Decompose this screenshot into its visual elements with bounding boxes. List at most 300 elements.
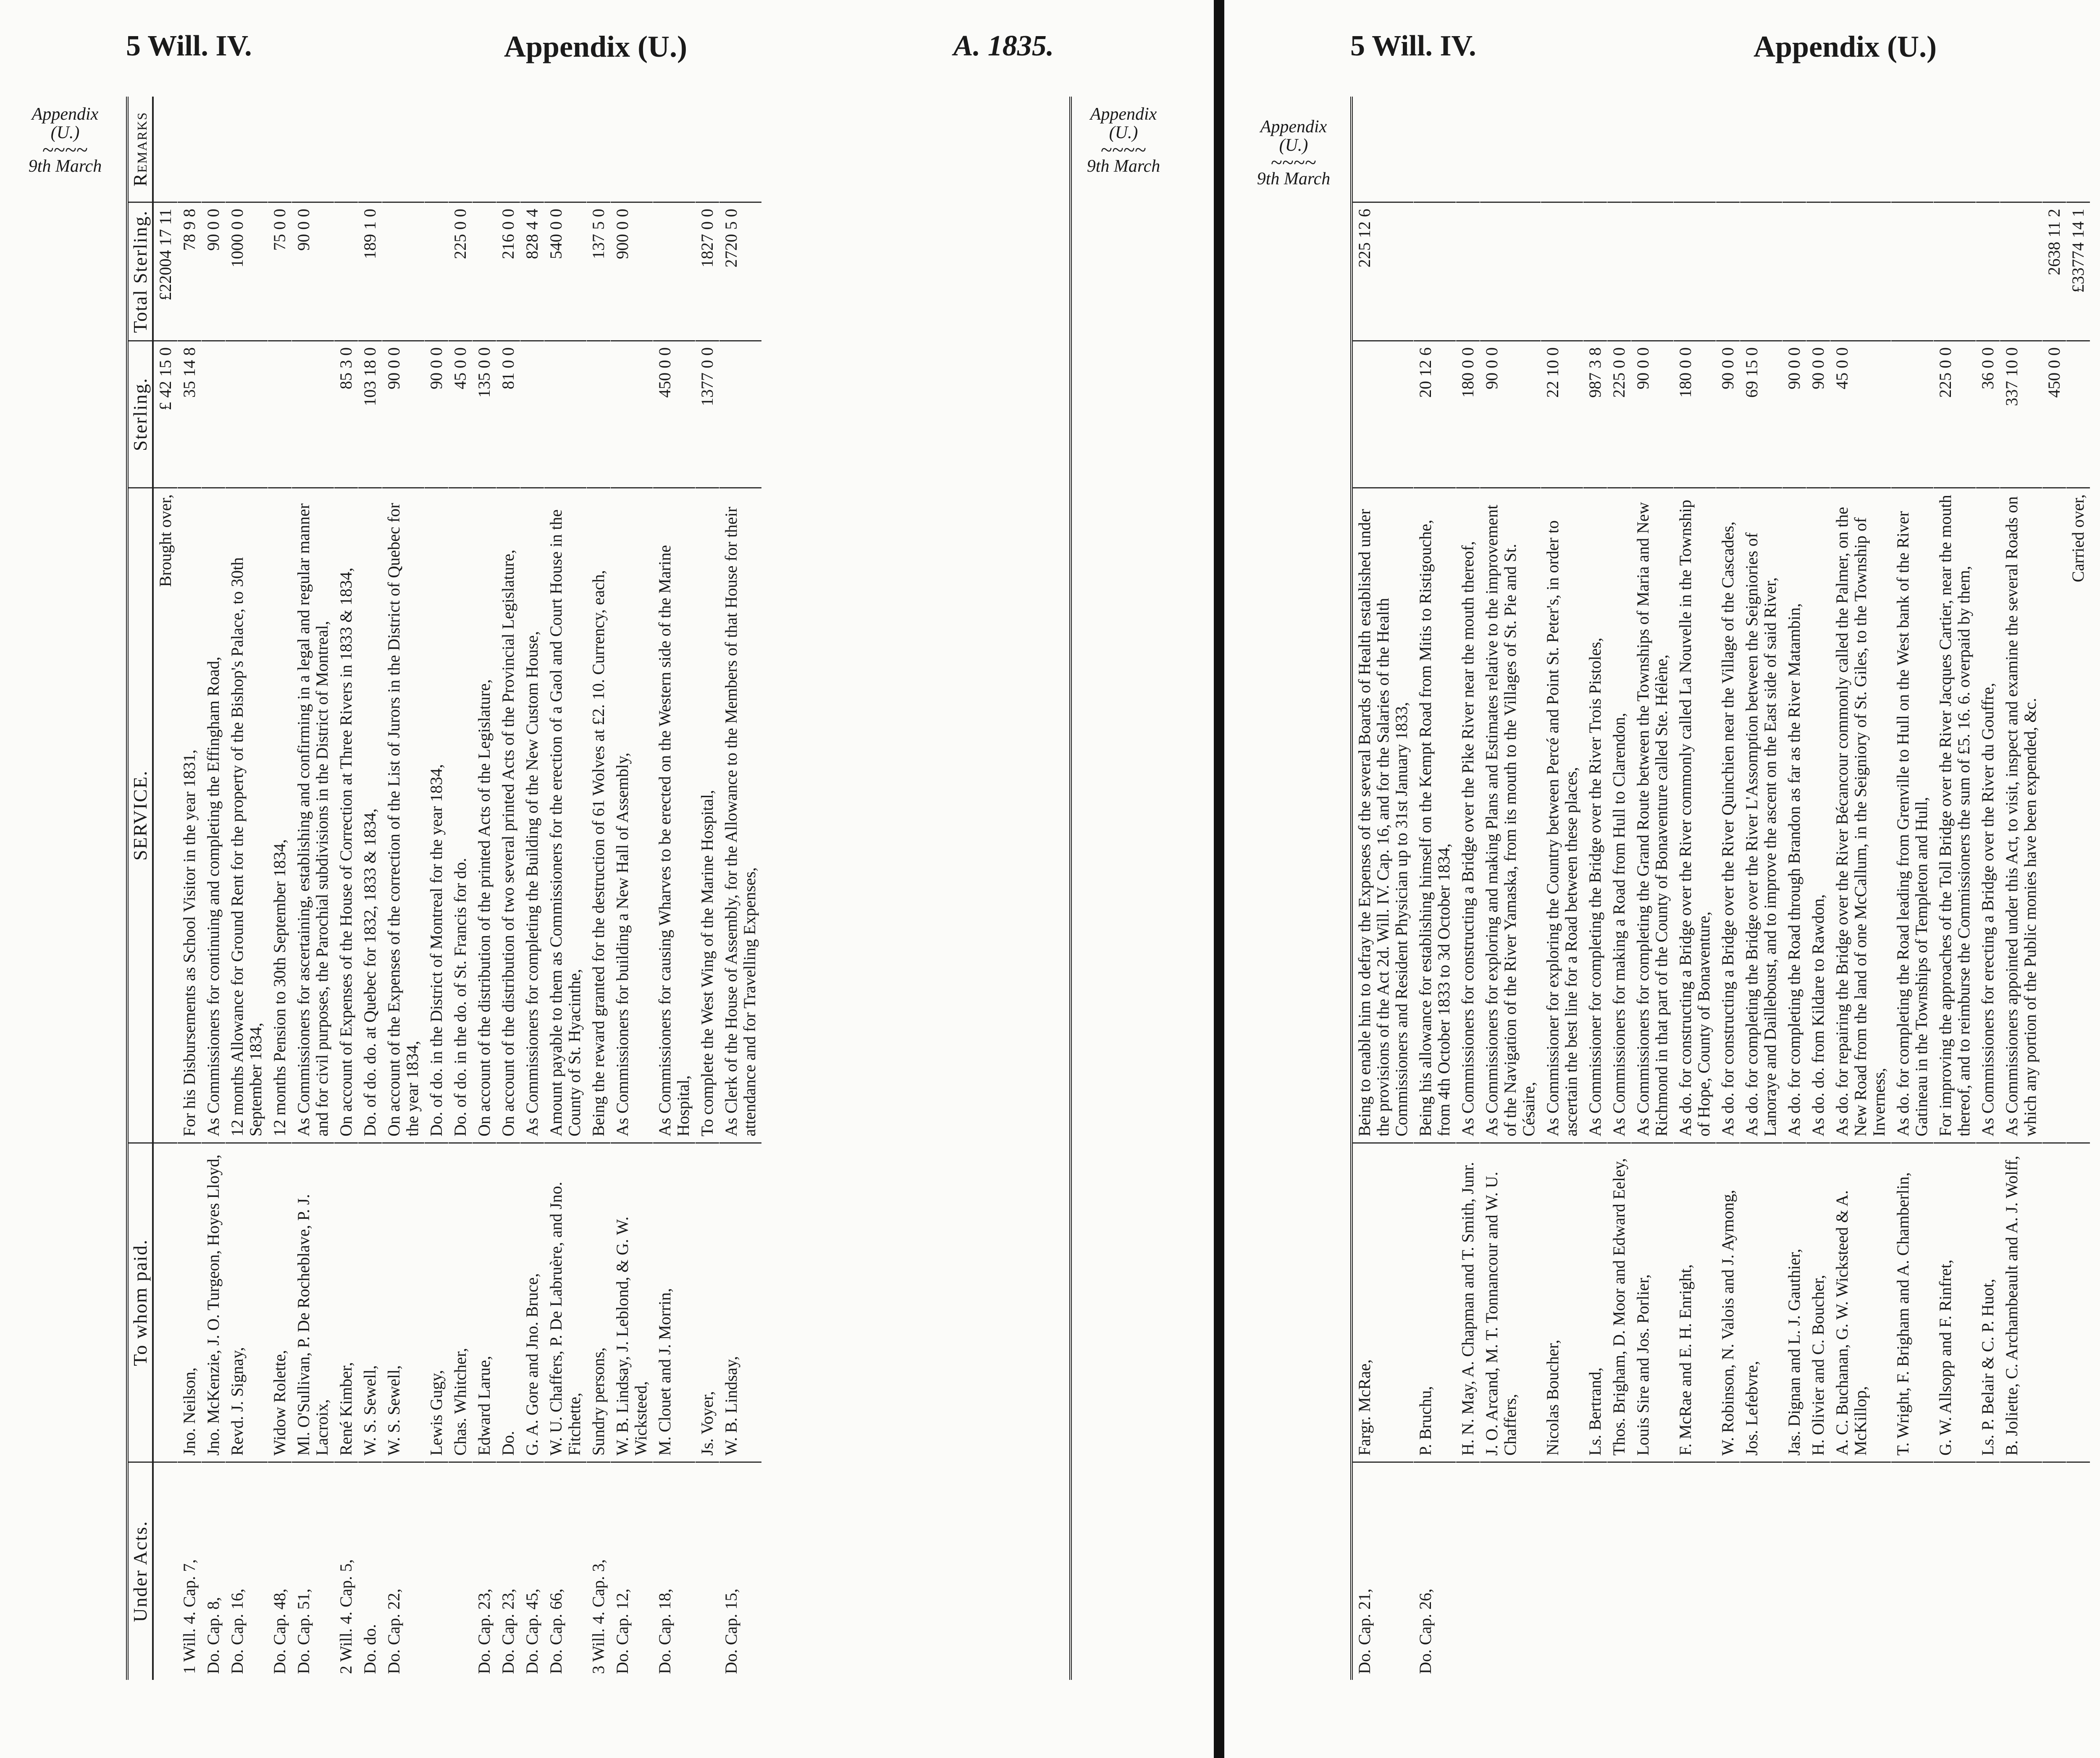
cell-service: Amount payable to them as Commissioners for the erection of a Gaol and Court House in the County of St. Hyacinthe,: [544, 487, 586, 1142]
cell-sterling: 69 15 0: [1740, 340, 1782, 487]
cell-acts: 2 Will. 4. Cap. 5,: [334, 1462, 358, 1680]
cell-sterling: 20 12 6: [1414, 340, 1456, 487]
table-row: [496, 97, 520, 1680]
margin-note-line: Appendix: [32, 105, 99, 124]
cell-whom: J. O. Arcand, M. T. Tonnancour and W. U. Chaffers,: [1480, 1142, 1541, 1462]
cell-sterling: 180 0 0: [1674, 340, 1716, 487]
cell-sterling: 90 0 0: [425, 340, 448, 487]
cell-acts: [1674, 1462, 1716, 1680]
cell-sterling: 987 3 8: [1583, 340, 1607, 487]
cell-total: [472, 202, 496, 340]
table-row: [268, 97, 292, 1680]
cell-acts: [425, 1462, 448, 1680]
cell-service: As do. for constructing a Bridge over the River Quinchien near the Village of the Cascades,: [1716, 487, 1740, 1142]
running-head-session: 5 Will. IV.: [126, 30, 252, 62]
cell-sterling: 36 0 0: [1976, 340, 2000, 487]
cell-remarks: [334, 97, 358, 202]
cell-total: [382, 202, 424, 340]
cell-service: As Commissioners appointed under this Act, to visit, inspect and examine the several Roads on which any portion of the Public monies have been expended, &c.: [2000, 487, 2042, 1142]
cell-total: [1716, 202, 1740, 340]
cell-sterling: [226, 340, 268, 487]
right-page: [1224, 0, 2100, 1758]
table-row: [520, 97, 544, 1680]
table-row: [154, 97, 178, 1680]
cell-remarks: [1456, 97, 1480, 202]
cell-acts: [1830, 1462, 1891, 1680]
cell-total: [653, 202, 695, 340]
cell-whom: Jno. Neilson,: [178, 1142, 201, 1462]
margin-note-line: Appendix: [1260, 117, 1327, 136]
margin-ornament: ~~~~: [42, 138, 88, 161]
table-row: [382, 97, 425, 1680]
cell-service: To complete the West Wing of the Marine Hospital,: [696, 487, 719, 1142]
cell-remarks: [520, 97, 544, 202]
cell-service: As Commissioners for causing Wharves to be erected on the Western side of the Marine Hospital,: [653, 487, 695, 1142]
cell-whom: W. S. Sewell,: [358, 1142, 382, 1462]
cell-service: As Commissioners for ascertaining, establishing and confirming in a legal and regular manner and for civil purposes, the Parochial subdivisions in the District of Montreal,: [292, 487, 334, 1142]
cell-service: 12 months Pension to 30th September 1834,: [268, 487, 291, 1142]
cell-total: 2638 11 2: [2042, 202, 2066, 340]
cell-acts: [1583, 1462, 1607, 1680]
running-head-title: Appendix (U.): [504, 30, 688, 63]
cell-service: As do. do. from Kildare to Rawdon,: [1806, 487, 1830, 1142]
table-row: [1480, 97, 1541, 1680]
cell-service: Being his allowance for establishing himself on the Kempt Road from Mitis to Ristigouche, from 4th October 1833 to 3d October 1834,: [1414, 487, 1456, 1142]
cell-remarks: [292, 97, 334, 202]
cell-whom: Chas. Whitcher,: [449, 1142, 472, 1462]
table-row: [292, 97, 334, 1680]
cell-sterling: 90 0 0: [1806, 340, 1830, 487]
table-row: [1806, 97, 1830, 1680]
cell-acts: [449, 1462, 472, 1680]
cell-acts: [1740, 1462, 1782, 1680]
table-row: [472, 97, 496, 1680]
cell-acts: [1782, 1462, 1806, 1680]
cell-acts: [1607, 1462, 1631, 1680]
table-row: [334, 97, 358, 1680]
cell-whom: Jos. Lefebvre,: [1740, 1142, 1782, 1462]
cell-total: [1631, 202, 1673, 340]
cell-whom: Do.: [496, 1142, 520, 1462]
cell-remarks: [425, 97, 448, 202]
table-row: [1934, 97, 1976, 1680]
margin-note-line: 9th March: [1087, 157, 1160, 176]
cell-whom: F. McRae and E. H. Enright,: [1674, 1142, 1716, 1462]
cell-service: As do. for repairing the Bridge over the River Bécancour commonly called the Palmer, on the New Road from the land of one McCallum, in the Seigniory of St. Giles, to the Township of Inverness,: [1830, 487, 1891, 1142]
cell-sterling: 180 0 0: [1456, 340, 1480, 487]
margin-note-line: (U.): [50, 123, 80, 142]
cell-total: [1541, 202, 1583, 340]
cell-acts: [1541, 1462, 1583, 1680]
cell-whom: M. Clouet and J. Morrin,: [653, 1142, 695, 1462]
cell-whom: [2066, 1142, 2090, 1462]
margin-note-line: 9th March: [1257, 169, 1331, 189]
cell-whom: W. B. Lindsay,: [719, 1142, 761, 1462]
cell-total: 189 1 0: [358, 202, 382, 340]
cell-total: [1607, 202, 1631, 340]
cell-sterling: 22 10 0: [1541, 340, 1583, 487]
cell-sterling: [520, 340, 544, 487]
margin-note-line: (U.): [1109, 123, 1138, 142]
cell-total: 1827 0 0: [696, 202, 719, 340]
column-header-acts: Under Acts.: [129, 1462, 152, 1680]
cell-sterling: £ 42 15 0: [154, 340, 177, 487]
table-row: [2066, 97, 2090, 1680]
cell-sterling: [2066, 340, 2090, 487]
cell-service: [2042, 487, 2066, 1142]
cell-sterling: 35 14 8: [178, 340, 201, 487]
cell-acts: [1891, 1462, 1933, 1680]
cell-total: [334, 202, 358, 340]
cell-service: As Commissioners for completing the Building of the New Custom House,: [520, 487, 544, 1142]
cell-service: Brought over,: [154, 487, 177, 1142]
cell-remarks: [1782, 97, 1806, 202]
cell-whom: A. C. Buchanan, G. W. Wicksteed & A. McKillop,: [1830, 1142, 1891, 1462]
cell-total: [2000, 202, 2042, 340]
cell-service: As do. for completing the Bridge over the River L'Assomption between the Seigniories of Lanoraye and Dailleboust, and to improve the ascent on the East side of said River,: [1740, 487, 1782, 1142]
cell-remarks: [1674, 97, 1716, 202]
cell-total: [1830, 202, 1891, 340]
cell-sterling: 450 0 0: [2042, 340, 2066, 487]
cell-whom: Jno. McKenzie, J. O. Turgeon, Hoyes Lloyd,: [202, 1142, 225, 1462]
cell-total: [1740, 202, 1782, 340]
column-header-remarks: Remarks: [129, 111, 151, 187]
table-row: [1414, 97, 1456, 1680]
cell-service: Do. of do. in the do. of St. Francis for do.: [449, 487, 472, 1142]
cell-acts: [2066, 1462, 2090, 1680]
cell-remarks: [1806, 97, 1830, 202]
cell-acts: Do. Cap. 15,: [719, 1462, 761, 1680]
margin-note-line: 9th March: [28, 157, 102, 176]
cell-sterling: 135 0 0: [472, 340, 496, 487]
cell-service: Carried over,: [2066, 487, 2090, 1142]
cell-service: As Clerk of the House of Assembly, for the Allowance to the Members of that House for their attendance and for Travelling Expenses,: [719, 487, 761, 1142]
cell-whom: René Kimber,: [334, 1142, 358, 1462]
cell-whom: G. A. Gore and Jno. Bruce,: [520, 1142, 544, 1462]
cell-acts: [2042, 1462, 2066, 1680]
cell-acts: Do. Cap. 16,: [226, 1462, 268, 1680]
cell-acts: Do. do.: [358, 1462, 382, 1680]
cell-acts: Do. Cap. 45,: [520, 1462, 544, 1680]
cell-total: 1000 0 0: [226, 202, 268, 340]
cell-acts: 1 Will. 4. Cap. 7,: [178, 1462, 201, 1680]
cell-remarks: [1414, 97, 1456, 202]
cell-remarks: [1740, 97, 1782, 202]
cell-total: [1583, 202, 1607, 340]
cell-service: As do. for completing the Road through Brandon as far as the River Matambin,: [1782, 487, 1806, 1142]
cell-total: £22004 17 11: [154, 202, 177, 340]
cell-acts: Do. Cap. 26,: [1414, 1462, 1456, 1680]
cell-remarks: [154, 97, 177, 202]
table-row: [1353, 97, 1414, 1680]
cell-sterling: 225 0 0: [1934, 340, 1976, 487]
running-head-session: 5 Will. IV.: [1350, 30, 1476, 62]
cell-total: 78 9 8: [178, 202, 201, 340]
table-row: [1976, 97, 2000, 1680]
cell-total: 540 0 0: [544, 202, 586, 340]
cell-total: 216 0 0: [496, 202, 520, 340]
cell-service: For his Disbursements as School Visitor in the year 1831,: [178, 487, 201, 1142]
cell-remarks: [1716, 97, 1740, 202]
cell-service: As Commissioners for constructing a Bridge over the Pike River near the mouth thereof,: [1456, 487, 1480, 1142]
cell-service: On account of the distribution of the printed Acts of the Legislature,: [472, 487, 496, 1142]
cell-total: 225 0 0: [449, 202, 472, 340]
cell-service: As Commissioner for exploring the Country between Percé and Point St. Peter's, in order to ascertain the best line for a Road between these places,: [1541, 487, 1583, 1142]
table-row: [1830, 97, 1891, 1680]
cell-whom: Ls. Bertrand,: [1583, 1142, 1607, 1462]
cell-service: As Commissioners for building a New Hall of Assembly,: [611, 487, 653, 1142]
cell-sterling: 450 0 0: [653, 340, 695, 487]
table-row: [1541, 97, 1583, 1680]
cell-service: As do. for constructing a Bridge over the River commonly called La Nouvelle in the Township of Hope, County of Bonaventure,: [1674, 487, 1716, 1142]
cell-total: [1934, 202, 1976, 340]
cell-remarks: [653, 97, 695, 202]
cell-whom: [154, 1142, 177, 1462]
cell-whom: Js. Voyer,: [696, 1142, 719, 1462]
cell-total: 137 5 0: [587, 202, 610, 340]
cell-remarks: [1353, 97, 1413, 202]
cell-total: [1480, 202, 1541, 340]
cell-service: 12 months Allowance for Ground Rent for the property of the Bishop's Palace, to 30th September 1834,: [226, 487, 268, 1142]
margin-ornament: ~~~~: [1270, 150, 1317, 174]
cell-total: 828 4 4: [520, 202, 544, 340]
cell-whom: [2042, 1142, 2066, 1462]
cell-whom: Revd. J. Signay,: [226, 1142, 268, 1462]
cell-remarks: [472, 97, 496, 202]
cell-remarks: [178, 97, 201, 202]
cell-total: [1806, 202, 1830, 340]
cell-sterling: [611, 340, 653, 487]
cell-remarks: [1631, 97, 1673, 202]
cell-total: 90 0 0: [202, 202, 225, 340]
cell-whom: Ls. P. Belair & C. P. Huot,: [1976, 1142, 2000, 1462]
cell-remarks: [2000, 97, 2042, 202]
cell-service: As Commissioner for completing the Bridge over the River Trois Pistoles,: [1583, 487, 1607, 1142]
table-row: [1782, 97, 1806, 1680]
cell-acts: [1480, 1462, 1541, 1680]
cell-total: [1891, 202, 1933, 340]
table-row: [1674, 97, 1716, 1680]
cell-whom: H. N. May, A. Chapman and T. Smith, Junr.: [1456, 1142, 1480, 1462]
table-row: [425, 97, 449, 1680]
cell-service: On account of the distribution of two several printed Acts of the Provincial Legislature,: [496, 487, 520, 1142]
cell-acts: [1456, 1462, 1480, 1680]
table-row: [653, 97, 696, 1680]
cell-remarks: [1891, 97, 1933, 202]
cell-sterling: [1353, 340, 1413, 487]
cell-acts: [2000, 1462, 2042, 1680]
table-row: [449, 97, 472, 1680]
column-header-sterling: Sterling.: [129, 340, 152, 487]
table-row: [178, 97, 202, 1680]
table-row: [226, 97, 268, 1680]
cell-sterling: 225 0 0: [1607, 340, 1631, 487]
cell-sterling: [268, 340, 291, 487]
cell-remarks: [1607, 97, 1631, 202]
cell-whom: Sundry persons,: [587, 1142, 610, 1462]
cell-total: [425, 202, 448, 340]
cell-sterling: [202, 340, 225, 487]
cell-total: 900 0 0: [611, 202, 653, 340]
cell-acts: 3 Will. 4. Cap. 3,: [587, 1462, 610, 1680]
cell-remarks: [587, 97, 610, 202]
cell-acts: Do. Cap. 18,: [653, 1462, 695, 1680]
cell-remarks: [544, 97, 586, 202]
cell-service: As Commissioners for exploring and making Plans and Estimates relative to the improvement of the Navigation of the River Yamaska, from its mouth to the Villages of St. Pie and St. Césaire,: [1480, 487, 1541, 1142]
cell-whom: W. Robinson, N. Valois and J. Aymong,: [1716, 1142, 1740, 1462]
cell-remarks: [2042, 97, 2066, 202]
cell-whom: W. B. Lindsay, J. Leblond, & G. W. Wicksteed,: [611, 1142, 653, 1462]
cell-sterling: [544, 340, 586, 487]
column-header-whom: To whom paid.: [129, 1142, 152, 1462]
column-header-service: SERVICE.: [129, 487, 152, 1142]
cell-remarks: [1541, 97, 1583, 202]
cell-remarks: [226, 97, 268, 202]
table-row: [2000, 97, 2042, 1680]
cell-service: Being the reward granted for the destruction of 61 Wolves at £2. 10. Currency, each,: [587, 487, 610, 1142]
cell-whom: Edward Larue,: [472, 1142, 496, 1462]
cell-acts: Do. Cap. 66,: [544, 1462, 586, 1680]
cell-sterling: 337 10 0: [2000, 340, 2042, 487]
cell-sterling: 90 0 0: [382, 340, 424, 487]
cell-remarks: [2066, 97, 2090, 202]
cell-remarks: [696, 97, 719, 202]
cell-whom: Thos. Brigham, D. Moor and Edward Eeley,: [1607, 1142, 1631, 1462]
cell-acts: Do. Cap. 23,: [472, 1462, 496, 1680]
disbursement-table-right: [1350, 97, 2100, 1680]
table-row: [611, 97, 653, 1680]
cell-acts: Do. Cap. 12,: [611, 1462, 653, 1680]
table-row: [719, 97, 762, 1680]
cell-acts: [154, 1462, 177, 1680]
cell-remarks: [719, 97, 761, 202]
margin-note-right: [1075, 105, 1172, 176]
cell-acts: Do. Cap. 48,: [268, 1462, 291, 1680]
page-divider: [1214, 0, 1224, 1758]
cell-total: [1414, 202, 1456, 340]
cell-whom: Lewis Gugy,: [425, 1142, 448, 1462]
cell-whom: G. W. Allsopp and F. Rinfret,: [1934, 1142, 1976, 1462]
cell-whom: Widow Rolette,: [268, 1142, 291, 1462]
cell-remarks: [382, 97, 424, 202]
table-row: [358, 97, 382, 1680]
cell-remarks: [1934, 97, 1976, 202]
cell-remarks: [202, 97, 225, 202]
cell-service: For improving the approaches of the Toll Bridge over the River Jacques Cartier, near the mouth thereof, and to reimburse the Commissioners the sum of £5. 16. 6. overpaid by them,: [1934, 487, 1976, 1142]
cell-acts: Do. Cap. 8,: [202, 1462, 225, 1680]
margin-note-left: [17, 105, 113, 176]
cell-whom: P. Bruchu,: [1414, 1142, 1456, 1462]
cell-total: [1976, 202, 2000, 340]
cell-remarks: [1830, 97, 1891, 202]
cell-whom: W. S. Sewell,: [382, 1142, 424, 1462]
table-row: [1583, 97, 1607, 1680]
cell-sterling: 90 0 0: [1716, 340, 1740, 487]
cell-service: As do. for completing the Road leading from Grenville to Hull on the West bank of the River Gatineau in the Townships of Templeton and Hull,: [1891, 487, 1933, 1142]
table-row: [1607, 97, 1631, 1680]
cell-whom: Nicolas Boucher,: [1541, 1142, 1583, 1462]
margin-note-left: [1245, 118, 1342, 188]
cell-total: [1674, 202, 1716, 340]
cell-remarks: [1976, 97, 2000, 202]
margin-note-line: (U.): [1279, 136, 1308, 155]
cell-remarks: [611, 97, 653, 202]
cell-whom: Fargr. McRae,: [1353, 1142, 1413, 1462]
cell-sterling: 45 0 0: [449, 340, 472, 487]
cell-remarks: [1583, 97, 1607, 202]
cell-whom: W. U. Chaffers, P. De Labruère, and Jno. Fitchette,: [544, 1142, 586, 1462]
cell-total: [1456, 202, 1480, 340]
cell-acts: Do. Cap. 51,: [292, 1462, 334, 1680]
cell-acts: Do. Cap. 22,: [382, 1462, 424, 1680]
running-head-title: Appendix (U.): [1754, 30, 1937, 63]
cell-total: 90 0 0: [292, 202, 334, 340]
cell-acts: Do. Cap. 21,: [1353, 1462, 1413, 1680]
table-row: [1631, 97, 1674, 1680]
cell-acts: [1806, 1462, 1830, 1680]
table-row: [544, 97, 587, 1680]
table-header-row: [129, 97, 154, 1680]
cell-whom: T. Wright, F. Brigham and A. Chamberlin,: [1891, 1142, 1933, 1462]
cell-sterling: 85 3 0: [334, 340, 358, 487]
cell-sterling: [292, 340, 334, 487]
cell-acts: [696, 1462, 719, 1680]
cell-acts: [1976, 1462, 2000, 1680]
cell-acts: [1716, 1462, 1740, 1680]
column-header-total: Total Sterling.: [129, 202, 152, 340]
cell-service: Being to enable him to defray the Expenses of the several Boards of Health established under the provisions of the Act 2d. Will. IV. Cap. 16, and for the Salaries of the Health Commissioners and Resident Physician up to 31st January 1833,: [1353, 487, 1413, 1142]
cell-whom: Ml. O'Sullivan, P. De Rocheblave, P. J. Lacroix,: [292, 1142, 334, 1462]
cell-total: 225 12 6: [1353, 202, 1413, 340]
cell-remarks: [358, 97, 382, 202]
cell-total: 2720 5 0: [719, 202, 761, 340]
cell-remarks: [449, 97, 472, 202]
cell-service: As Commissioners for erecting a Bridge over the River du Gouffre,: [1976, 487, 2000, 1142]
cell-total: £33774 14 1: [2066, 202, 2090, 340]
cell-whom: Louis Sire and Jos. Porlier,: [1631, 1142, 1673, 1462]
table-row: [696, 97, 719, 1680]
disbursement-table-left: [126, 97, 1072, 1680]
margin-note-line: Appendix: [1090, 105, 1157, 124]
cell-sterling: 90 0 0: [1480, 340, 1541, 487]
cell-service: On account of Expenses of the House of Correction at Three Rivers in 1833 & 1834,: [334, 487, 358, 1142]
table-row: [1740, 97, 1782, 1680]
table-row: [1891, 97, 1934, 1680]
cell-whom: Jas. Dignan and L. J. Gauthier,: [1782, 1142, 1806, 1462]
table-row: [1456, 97, 1480, 1680]
running-head-year: A. 1835.: [953, 30, 1054, 62]
table-row: [1716, 97, 1740, 1680]
margin-ornament: ~~~~: [1100, 138, 1147, 161]
cell-sterling: [719, 340, 761, 487]
cell-service: On account of the Expenses of the correction of the List of Jurors in the District of Quebec for the year 1834,: [382, 487, 424, 1142]
cell-remarks: [496, 97, 520, 202]
cell-whom: B. Joliette, C. Archambeault and A. J. Wolff,: [2000, 1142, 2042, 1462]
cell-sterling: [587, 340, 610, 487]
cell-acts: Do. Cap. 23,: [496, 1462, 520, 1680]
cell-sterling: 90 0 0: [1782, 340, 1806, 487]
cell-total: [1782, 202, 1806, 340]
cell-sterling: 103 18 0: [358, 340, 382, 487]
cell-acts: [1631, 1462, 1673, 1680]
cell-sterling: 45 0 0: [1830, 340, 1891, 487]
cell-acts: [1934, 1462, 1976, 1680]
cell-sterling: 90 0 0: [1631, 340, 1673, 487]
table-row: [2042, 97, 2066, 1680]
cell-service: As Commissioners for completing the Grand Route between the Townships of Maria and New Richmond in that part of the County of Bonaventure called Ste. Hélène,: [1631, 487, 1673, 1142]
cell-sterling: 1377 0 0: [696, 340, 719, 487]
cell-remarks: [1480, 97, 1541, 202]
